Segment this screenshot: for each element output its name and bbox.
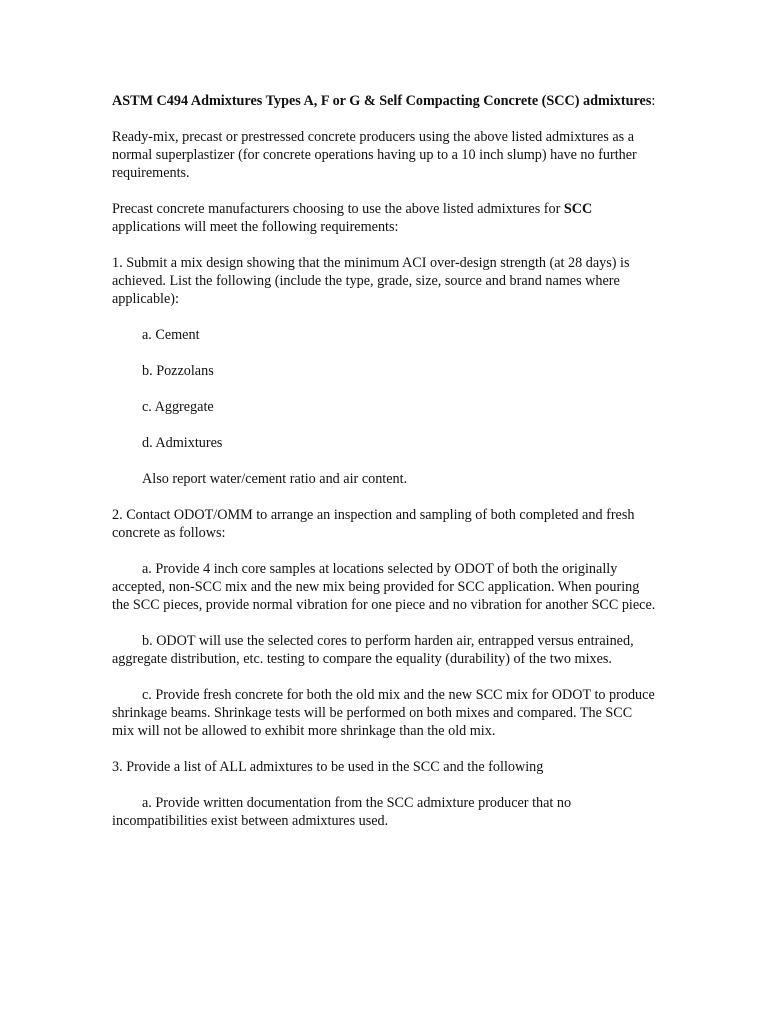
requirement-2c: c. Provide fresh concrete for both the old mix and the new SCC mix for ODOT to produce shrinkage beams. Shrinkage tests will be performed on both mixes and compared. The SCC mix will not be allowed to exhibit more shrinkage than the old mix. (112, 687, 655, 739)
requirement-3a: a. Provide written documentation from the SCC admixture producer that no incompatibilities exist between admixtures used. (112, 795, 572, 829)
requirement-2a: a. Provide 4 inch core samples at locations selected by ODOT of both the originally accepted, non-SCC mix and the new mix being provided for SCC application. When pouring the SCC pieces, provide normal vibration for one piece and no vibration for another SCC piece. (112, 561, 656, 613)
precast-scc-bold: SCC (563, 201, 593, 217)
requirement-1: 1. Submit a mix design showing that the minimum ACI over-design strength (at 28 days) is achieved. List the following (include the type, grade, size, source and brand names where applicable): (112, 255, 630, 307)
requirement-3: 3. Provide a list of ALL admixtures to be used in the SCC and the following (112, 759, 544, 775)
requirement-1-also: Also report water/cement ratio and air content. (142, 471, 408, 487)
requirement-1-subitem: d. Admixtures (142, 435, 223, 451)
requirement-1-subitem: b. Pozzolans (142, 363, 214, 379)
requirement-2: 2. Contact ODOT/OMM to arrange an inspection and sampling of both completed and fresh concrete as follows: (112, 507, 635, 541)
document-page (112, 92, 657, 848)
heading-bold-text: ASTM C494 Admixtures Types A, F or G & Self Compacting Concrete (SCC) admixtures (112, 93, 652, 109)
document-heading (112, 92, 657, 110)
precast-paragraph (112, 200, 657, 236)
precast-text-after: applications will meet the following requirements: (112, 219, 399, 235)
requirement-1-subitem: c. Aggregate (142, 399, 214, 415)
precast-text-before: Precast concrete manufacturers choosing to use the above listed admixtures for (112, 201, 564, 217)
requirement-2b: b. ODOT will use the selected cores to perform harden air, entrapped versus entrained, aggregate distribution, etc. testing to compare the equality (durability) of the two mixes. (112, 633, 634, 667)
intro-paragraph: Ready-mix, precast or prestressed concrete producers using the above listed admixtures as a normal superplastizer (for concrete operations having up to a 10 inch slump) have no further requirements. (112, 129, 637, 181)
heading-colon: : (651, 93, 656, 109)
requirement-1-subitem: a. Cement (142, 327, 200, 343)
